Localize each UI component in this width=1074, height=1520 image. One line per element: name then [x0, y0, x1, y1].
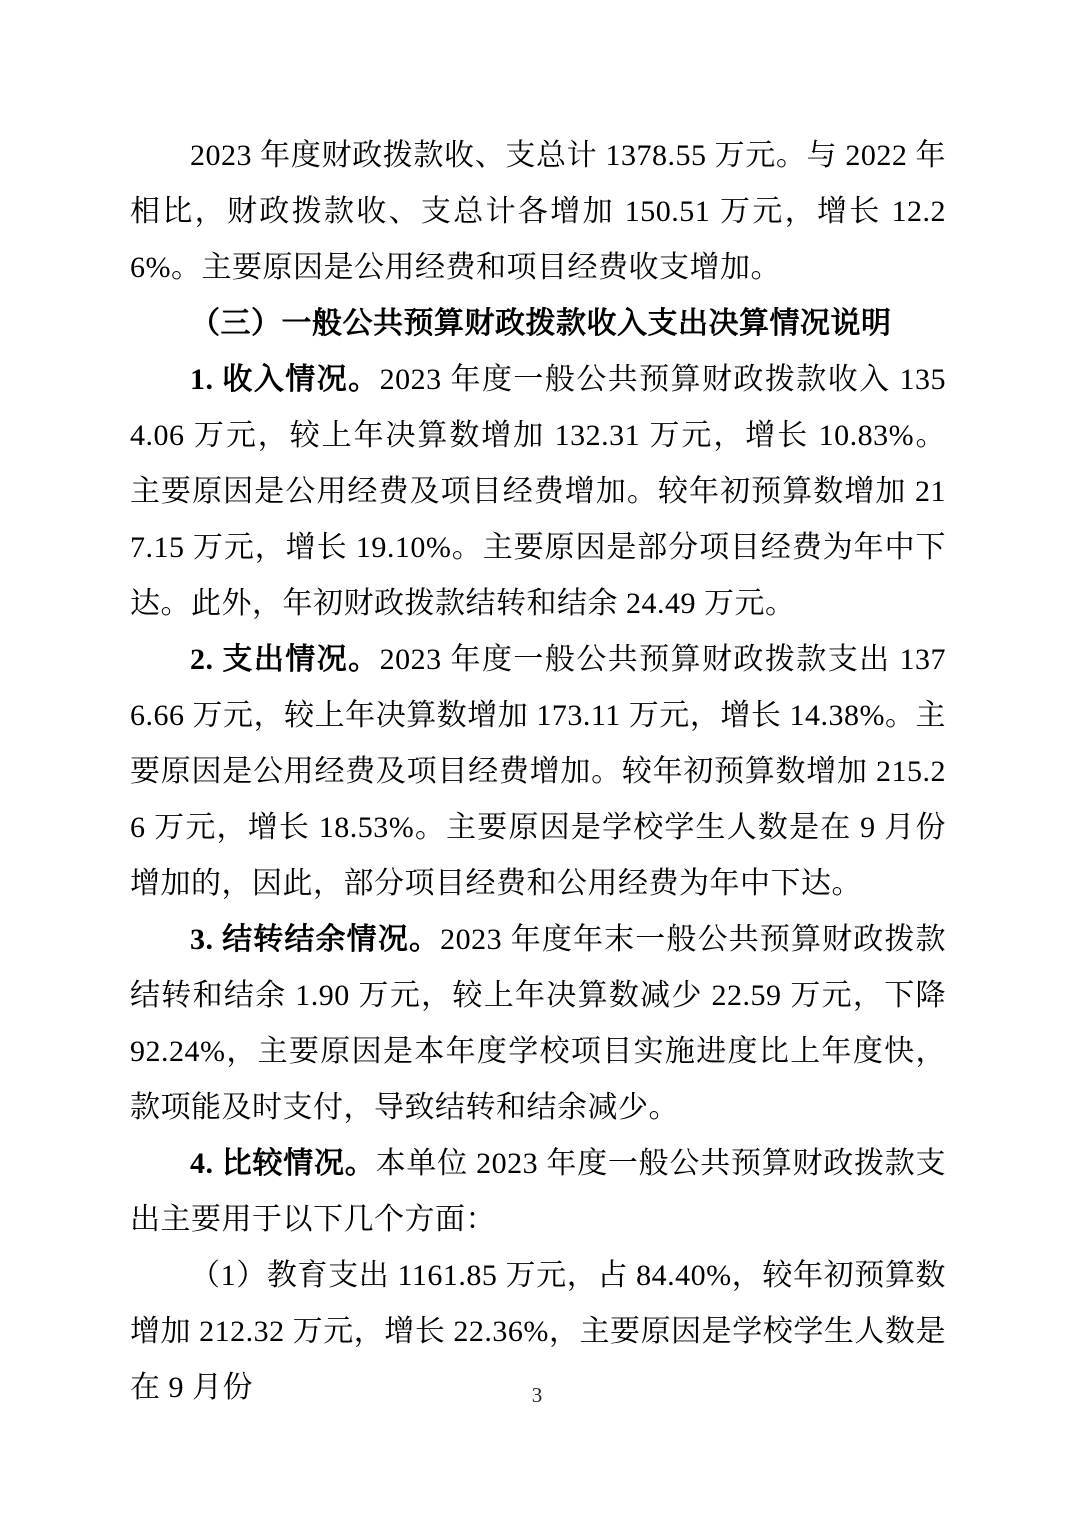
- text-run: 4. 比较情况。: [190, 1147, 376, 1180]
- paragraph: [130, 632, 946, 912]
- text-run: 2023 年度一般公共预算财政拨款收入 1354.06 万元，较上年决算数增加 132.31 万元，增长 10.83%。主要原因是公用经费及项目经费增加。较年初预算数增加 217.15 万元，增长 19.10%。主要原因是部分项目经费为年中下达。此外，年初财政拨款结转和结余 24.49 万元。: [130, 363, 947, 620]
- paragraph: [130, 128, 946, 296]
- text-run: 3. 结转结余情况。: [190, 923, 441, 956]
- text-run: （1）教育支出 1161.85 万元，占 84.40%，较年初预算数增加 212.32 万元，增长 22.36%，主要原因是学校学生人数是在 9 月份: [130, 1259, 946, 1404]
- text-run: 2023 年度年末一般公共预算财政拨款结转和结余 1.90 万元，较上年决算数减少 22.59 万元，下降 92.24%，主要原因是本年度学校项目实施进度比上年度快，款项能及时支付，导致结转和结余减少。: [130, 923, 947, 1124]
- text-run: 本单位 2023 年度一般公共预算财政拨款支出主要用于以下几个方面：: [130, 1147, 947, 1236]
- page-number: 3: [531, 1383, 543, 1407]
- text-run: 2023 年度一般公共预算财政拨款支出 1376.66 万元，较上年决算数增加 173.11 万元，增长 14.38%。主要原因是公用经费及项目经费增加。较年初预算数增加 215.26 万元，增长 18.53%。主要原因是学校学生人数是在 9 月份增加的，因此，部分项目经费和公用经费为年中下达。: [130, 643, 947, 900]
- document-body: [130, 128, 946, 1416]
- paragraph: [130, 352, 946, 632]
- paragraph: [130, 1136, 946, 1248]
- text-run: （三）一般公共预算财政拨款收入支出决算情况说明: [190, 307, 892, 340]
- text-run: 2023 年度财政拨款收、支总计 1378.55 万元。与 2022 年相比，财政拨款收、支总计各增加 150.51 万元，增长 12.26%。主要原因是公用经费和项目经费收支增加。: [130, 139, 946, 284]
- paragraph: [130, 912, 946, 1136]
- text-run: 2. 支出情况。: [190, 643, 380, 676]
- text-run: 1. 收入情况。: [190, 363, 380, 396]
- section-heading: [130, 296, 946, 352]
